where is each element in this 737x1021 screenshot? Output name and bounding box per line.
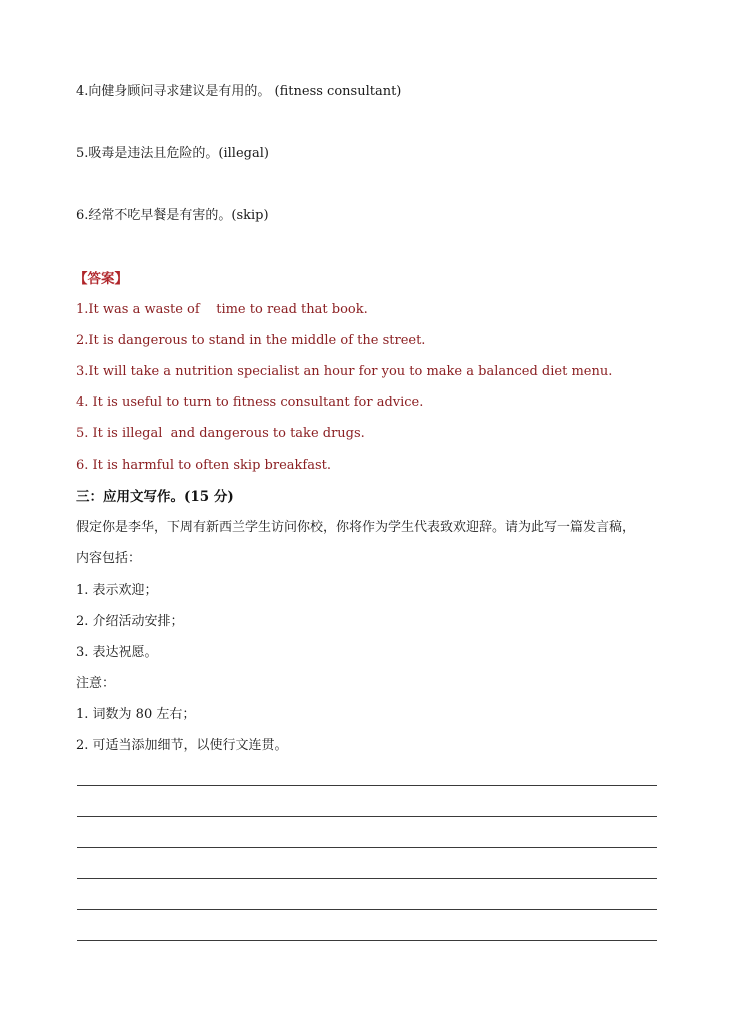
question-6: 6.经常不吃早餐是有害的。(skip) <box>76 208 269 223</box>
note-2: 2. 可适当添加细节，以使行文连贯。 <box>76 738 288 753</box>
content-item-2: 2. 介绍活动安排； <box>76 614 184 629</box>
answer-5: 5. It is illegal and dangerous to take drugs. <box>76 426 365 441</box>
note-1: 1. 词数为 80 左右； <box>76 707 196 722</box>
writing-line <box>77 847 657 848</box>
writing-line <box>77 816 657 817</box>
content-item-3: 3. 表达祝愿。 <box>76 645 158 660</box>
question-5: 5.吸毒是违法且危险的。(illegal) <box>76 146 269 161</box>
writing-line <box>77 940 657 941</box>
answer-4: 4. It is useful to turn to fitness consultant for advice. <box>76 395 424 410</box>
answer-heading: 【答案】 <box>74 271 128 287</box>
writing-line <box>77 878 657 879</box>
writing-line <box>77 909 657 910</box>
section-title: 三：应用文写作。(15 分) <box>76 489 234 505</box>
answer-6: 6. It is harmful to often skip breakfast. <box>76 458 331 473</box>
notes-label: 注意： <box>76 676 116 691</box>
prompt-line-2: 内容包括： <box>76 551 142 566</box>
answer-1: 1.It was a waste of time to read that book. <box>76 302 368 317</box>
question-4: 4.向健身顾问寻求建议是有用的。 (fitness consultant) <box>76 84 402 99</box>
answer-2: 2.It is dangerous to stand in the middle of the street. <box>76 333 426 348</box>
answer-3: 3.It will take a nutrition specialist an hour for you to make a balanced diet menu. <box>76 364 613 379</box>
content-item-1: 1. 表示欢迎； <box>76 583 158 598</box>
writing-line <box>77 785 657 786</box>
prompt-line-1: 假定你是李华，下周有新西兰学生访问你校，你将作为学生代表致欢迎辞。请为此写一篇发言稿， <box>76 520 636 535</box>
